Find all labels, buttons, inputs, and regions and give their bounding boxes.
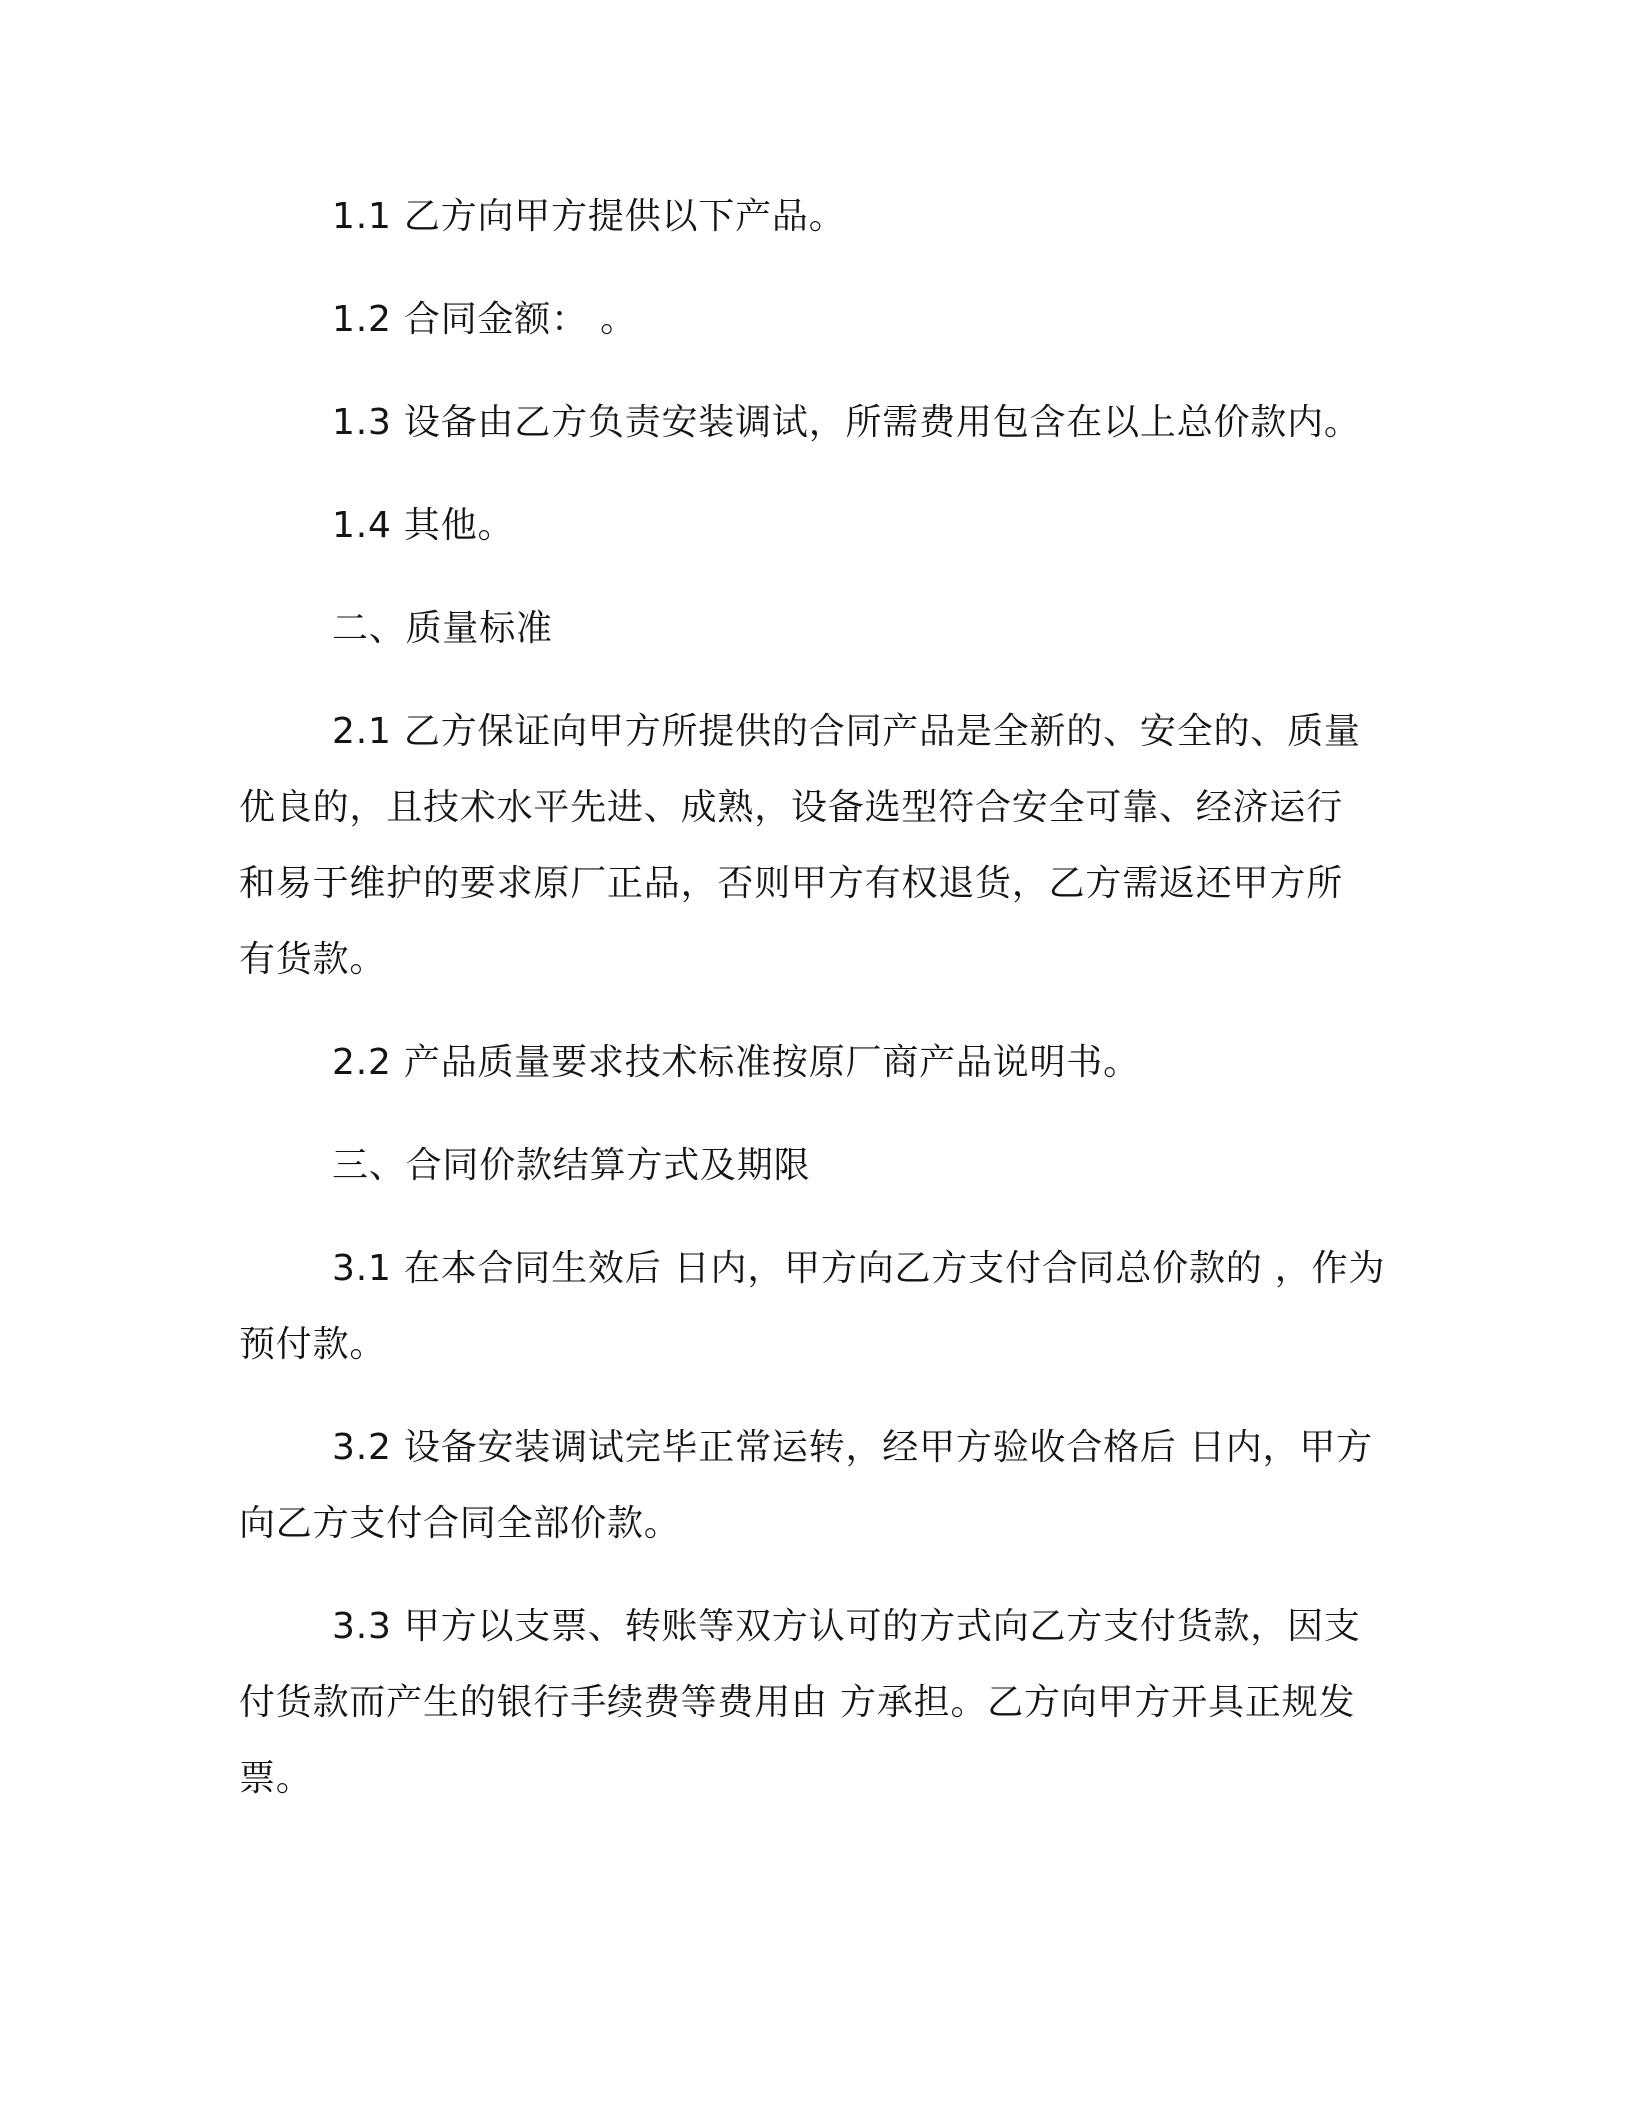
clause-line: 3.2 设备安装调试完毕正常运转，经甲方验收合格后 日内，甲方 (332, 1427, 1373, 1468)
clause-line: 付货款而产生的银行手续费等费用由 方承担。乙方向甲方开具正规发 (239, 1682, 1356, 1723)
clause-1-1 (239, 179, 1399, 255)
clause-line: 优良的，且技术水平先进、成熟，设备选型符合安全可靠、经济运行 (239, 787, 1344, 828)
clause-line: 向乙方支付合同全部价款。 (239, 1503, 681, 1544)
clause-line: 3.3 甲方以支票、转账等双方认可的方式向乙方支付货款，因支 (332, 1606, 1361, 1647)
clause-line: 票。 (239, 1758, 313, 1799)
clause-line: 有货款。 (239, 939, 387, 980)
clause-line: 1.4 其他。 (332, 505, 515, 546)
document-body (239, 179, 1399, 1844)
clause-1-4 (239, 488, 1399, 564)
clause-line: 1.1 乙方向甲方提供以下产品。 (332, 196, 846, 237)
clause-line: 2.2 产品质量要求技术标准按原厂商产品说明书。 (332, 1042, 1140, 1083)
section-heading: 二、质量标准 (332, 608, 553, 649)
section-heading-payment (239, 1128, 1399, 1204)
clause-2-1 (239, 694, 1399, 998)
clause-line: 2.1 乙方保证向甲方所提供的合同产品是全新的、安全的、质量 (332, 711, 1361, 752)
clause-line: 1.2 合同金额： 。 (332, 299, 637, 340)
clause-line: 和易于维护的要求原厂正品，否则甲方有权退货，乙方需返还甲方所 (239, 863, 1344, 904)
section-heading-quality (239, 591, 1399, 667)
clause-1-2 (239, 282, 1399, 358)
clause-2-2 (239, 1025, 1399, 1101)
clause-3-1 (239, 1231, 1399, 1383)
section-heading: 三、合同价款结算方式及期限 (332, 1145, 811, 1186)
clause-1-3 (239, 385, 1399, 461)
clause-line: 3.1 在本合同生效后 日内，甲方向乙方支付合同总价款的 ，作为 (332, 1248, 1386, 1289)
clause-line: 预付款。 (239, 1324, 387, 1365)
clause-3-3 (239, 1589, 1399, 1817)
clause-3-2 (239, 1410, 1399, 1562)
clause-line: 1.3 设备由乙方负责安装调试，所需费用包含在以上总价款内。 (332, 402, 1361, 443)
